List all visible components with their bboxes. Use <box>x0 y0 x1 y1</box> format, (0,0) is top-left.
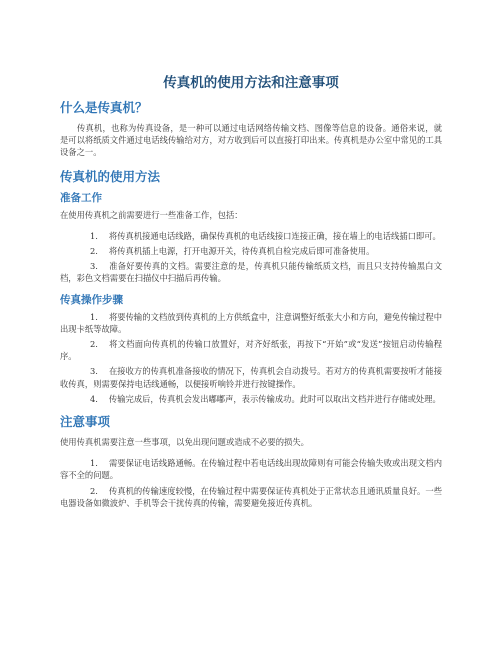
section-heading-what-is-fax: 什么是传真机？ <box>60 100 148 115</box>
document-page <box>60 74 442 517</box>
list-item: 2. 将传真机插上电源，打开电源开关，待传真机自检完成后即可准备使用。 <box>90 246 375 257</box>
list-item: 1. 将传真机接通电话线路，确保传真机的电话线接口连接正确，接在墙上的电话线插口即可。 <box>90 230 441 241</box>
document-title: 传真机的使用方法和注意事项 <box>163 75 339 91</box>
subheading-operation-steps: 传真操作步骤 <box>60 293 123 306</box>
list-item: 4. 传输完成后，传真机会发出嘟嘟声，表示传输成功。此时可以取出文档并进行存储或处理。 <box>90 393 441 404</box>
section-body-what-is-fax: 传真机，也称为传真设备，是一种可以通过电话网络传输文档、图像等信息的设备。通俗来说，就是可以将纸质文件通过电话线传输给对方，对方收到后可以直接打印出来。传真机是办公室中常见的工具设备之一。 <box>60 123 442 158</box>
subheading-preparation: 准备工作 <box>60 191 102 204</box>
section-heading-precautions: 注意事项 <box>60 414 111 430</box>
preparation-list <box>60 230 442 285</box>
list-item: 2. 传真机的传输速度较慢，在传输过程中需要保证传真机处于正常状态且通讯质量良好。一些电器设备如微波炉、手机等会干扰传真的传输，需要避免接近传真机。 <box>60 485 442 508</box>
list-item: 1. 将要传输的文档放到传真机的上方供纸盒中，注意调整好纸张大小和方向，避免传输过程中出现卡纸等故障。 <box>60 311 442 334</box>
preparation-intro: 在使用传真机之前需要进行一些准备工作，包括： <box>60 209 243 220</box>
section-heading-usage: 传真机的使用方法 <box>60 168 161 184</box>
operation-steps-list <box>60 311 442 405</box>
list-item: 3. 在接收方的传真机准备接收的情况下，传真机会自动拨号。若对方的传真机需要按听才能接收传真，则需要保持电话线通畅，以便接听响铃并进行按键操作。 <box>60 366 442 389</box>
list-item: 3. 准备好要传真的文档。需要注意的是，传真机只能传输纸质文档，而且只支持传输黑白文档，彩色文档需要在扫描仪中扫描后再传输。 <box>60 261 442 284</box>
list-item: 1. 需要保证电话线路通畅。在传输过程中若电话线出现故障则有可能会传输失败或出现文档内容不全的问题。 <box>60 458 442 481</box>
precautions-list <box>60 457 442 509</box>
list-item: 2. 将文档面向传真机的传输口放置好，对齐好纸张，再按下“开始”或“发送”按钮启动传输程序。 <box>60 339 442 362</box>
precautions-intro: 使用传真机需要注意一些事项，以免出现问题或造成不必要的损失。 <box>60 437 309 448</box>
